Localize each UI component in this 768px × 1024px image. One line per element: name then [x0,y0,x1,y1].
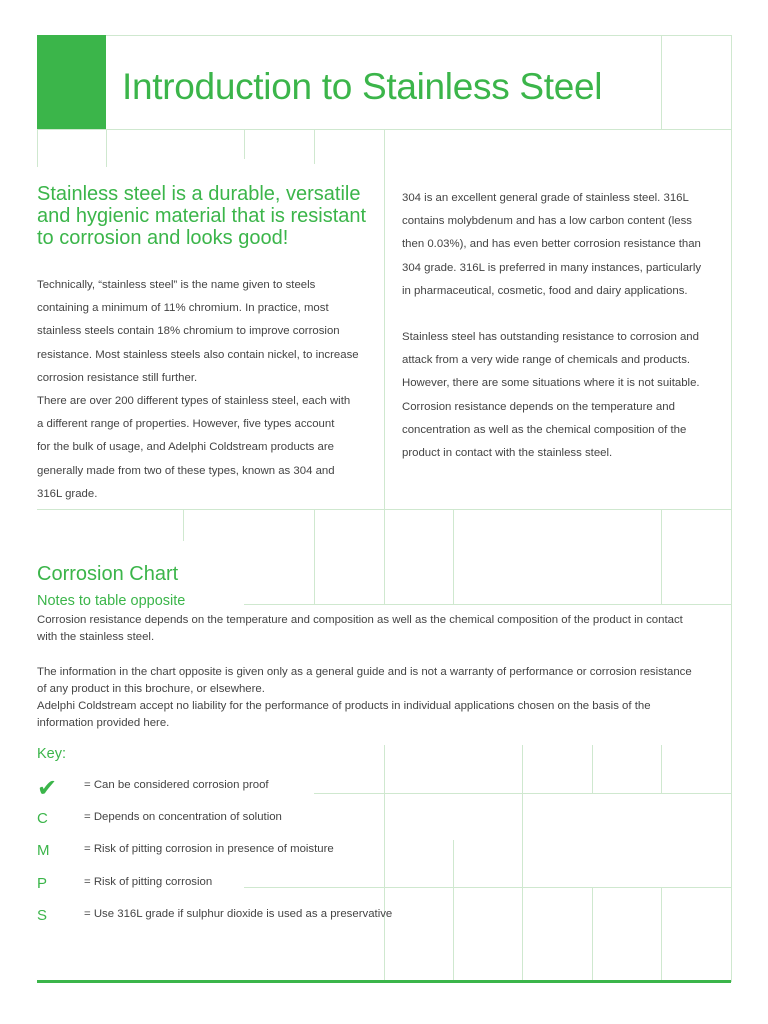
note-paragraph-2 [37,664,692,732]
text-line: of any product in this brochure, or elsewhere. [37,683,265,695]
text-line: with the stainless steel. [37,631,155,643]
text-line: in pharmaceutical, cosmetic, food and dairy applications. [402,284,688,297]
text-line: a different range of properties. However, five types account [37,418,335,431]
header-accent-block [37,35,106,129]
text-line: Corrosion resistance depends on the temperature and [402,400,675,413]
text-line: corrosion resistance still further. [37,371,198,384]
text-line: 304 is an excellent general grade of stainless steel. 316L [402,192,689,204]
intro-left-paragraph [37,274,359,506]
text-line: contains molybdenum and has a low carbon content (less [402,215,692,228]
text-line: Corrosion resistance depends on the temperature and composition as well as the chemical composition of the product in contact [37,614,683,626]
text-line: information provided here. [37,717,170,729]
key-symbol-p: P [37,875,48,892]
lead-paragraph: Stainless steel is a durable, versatile and hygienic material that is resistant to corrosion and looks good! [37,183,367,249]
key-desc: = Depends on concentration of solution [84,811,282,823]
text-line: resistance. Most stainless steels also contain nickel, to increase [37,348,359,361]
key-desc: = Risk of pitting corrosion in presence of moisture [84,843,334,855]
key-symbol-m: M [37,842,50,859]
text-line: Technically, “stainless steel” is the name given to steels [37,279,316,291]
text-line: stainless steels contain 18% chromium to improve corrosion [37,325,340,338]
page-title: Introduction to Stainless Steel [122,66,603,107]
text-line: concentration as well as the chemical composition of the [402,423,687,436]
key-symbol-c: C [37,810,48,827]
text-line: for the bulk of usage, and Adelphi Coldstream products are [37,441,334,454]
bottom-rule [37,980,731,983]
text-line: There are over 200 different types of stainless steel, each with [37,395,351,408]
text-line: 316L grade. [37,487,98,500]
text-line: The information in the chart opposite is given only as a general guide and is not a warranty of performance or corrosion resistance [37,666,692,678]
text-line: containing a minimum of 11% chromium. In practice, most [37,302,329,315]
intro-right-paragraph-2 [402,326,700,465]
text-line: However, there are some situations where it is not suitable. [402,377,700,390]
key-label: Key: [37,746,67,762]
key-symbol-s: S [37,907,48,924]
text-line: Adelphi Coldstream accept no liability for the performance of products in individual applications chosen on the basis of the [37,700,651,712]
text-line: Stainless steel has outstanding resistance to corrosion and [402,331,699,343]
key-desc: = Risk of pitting corrosion [84,876,213,888]
key-desc: = Use 316L grade if sulphur dioxide is used as a preservative [84,908,393,920]
note-paragraph-1 [37,612,683,646]
checkmark-icon: ✔ [37,775,58,802]
text-line: then 0.03%), and has even better corrosion resistance than [402,238,701,251]
text-line: 304 grade. 316L is preferred in many instances, particularly [402,261,702,274]
corrosion-chart-heading: Corrosion Chart [37,563,179,585]
key-desc: = Can be considered corrosion proof [84,779,269,791]
text-line: product in contact with the stainless steel. [402,447,613,460]
intro-right-paragraph-1 [402,187,701,303]
text-line: attack from a very wide range of chemicals and products. [402,354,691,367]
text-line: generally made from two of these types, known as 304 and [37,464,335,477]
notes-heading: Notes to table opposite [37,593,186,609]
